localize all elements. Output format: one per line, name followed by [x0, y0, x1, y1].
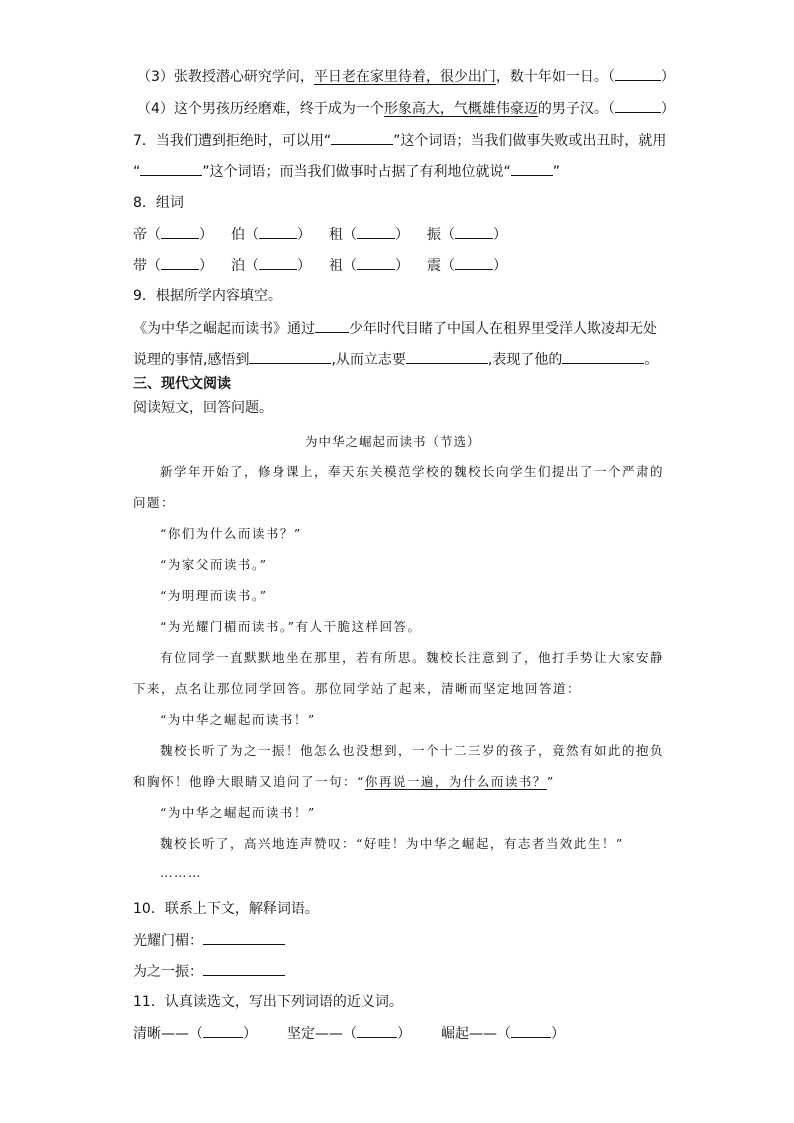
answer-blank[interactable] — [161, 255, 199, 270]
underlined-phrase: 平日老在家里待着，很少出门 — [313, 69, 496, 85]
open-paren: （ — [245, 258, 259, 274]
close-paren: ） — [297, 258, 311, 274]
passage-title: 为中华之崛起而读书（节选） — [305, 434, 481, 449]
character: 带 — [133, 258, 147, 274]
answer-blank[interactable] — [140, 161, 202, 176]
answer-blank[interactable] — [203, 1023, 243, 1038]
passage-paragraph-3-line-1: 魏校长听了为之一振！他怎么也没想到，一个十二三岁的孩子，竟然有如此的抱负 — [160, 743, 665, 758]
passage-paragraph-2-line-2: 下来，点名让那位同学回答。那位同学站了起来，清晰而坚定地回答道： — [133, 681, 582, 696]
passage-paragraph-3-line-2 — [133, 772, 555, 792]
answer-blank[interactable] — [615, 66, 661, 81]
character: 振 — [427, 227, 441, 243]
q11-heading: 11．认真读选文，写出下列词语的近义词。 — [133, 994, 403, 1010]
passage-text: 和胸怀！他睁大眼睛又追问了一句：“ — [133, 774, 365, 789]
answer-blank[interactable] — [203, 930, 285, 945]
q9-heading: 9．根据所学内容填空。 — [133, 288, 282, 304]
q9-text: 《为中华之崛起而读书》通过 — [133, 321, 315, 337]
answer-blank[interactable] — [357, 255, 395, 270]
open-paren: （ — [245, 227, 259, 243]
q9-text: 说理的事情,感悟到 — [133, 352, 250, 368]
q6-item-3 — [137, 66, 675, 87]
q7-text: 7．当我们遭到拒绝时，可以用“ — [133, 133, 332, 149]
close-paren: ） — [199, 258, 213, 274]
character: 祖 — [329, 258, 343, 274]
q9-line-2 — [133, 349, 658, 370]
q7-line-1 — [133, 130, 666, 151]
q7-text: ” — [552, 164, 561, 180]
answer-blank[interactable] — [511, 161, 553, 176]
term-label: 为之一振： — [133, 964, 203, 980]
synonym-word: 坚定——（ — [287, 1026, 357, 1042]
close-paren: ） — [397, 1026, 411, 1042]
answer-blank[interactable] — [455, 224, 493, 239]
synonym-word: 崛起——（ — [441, 1026, 511, 1042]
section-instruction: 阅读短文，回答问题。 — [133, 400, 273, 416]
passage-paragraph-1-line-1: 新学年开始了，修身课上，奉天东关模范学校的魏校长向学生们提出了一个严肃的 — [160, 464, 665, 479]
passage-quote: “为光耀门楣而读书。”有人干脆这样回答。 — [160, 619, 422, 634]
passage-paragraph-1-line-2: 问题： — [133, 495, 176, 510]
passage-quote: “为家父而读书。” — [160, 557, 268, 572]
answer-blank[interactable] — [161, 224, 199, 239]
underlined-phrase: 形象高大，气概雄伟豪迈 — [383, 101, 538, 117]
item-number: （3） — [137, 69, 174, 85]
close-paren: ） — [493, 227, 507, 243]
q10-term-2 — [133, 961, 285, 982]
passage-quote: “为中华之崛起而读书！” — [160, 712, 316, 727]
open-paren: （ — [441, 258, 455, 274]
passage-quote: “为明理而读书。” — [160, 588, 268, 603]
sentence-pre: 张教授潜心研究学问， — [173, 69, 314, 85]
passage-text: ” — [546, 774, 555, 789]
character: 泊 — [231, 258, 245, 274]
q9-line-1 — [133, 318, 657, 339]
q10-term-1 — [133, 930, 285, 951]
q8-heading: 8．组词 — [133, 195, 184, 211]
passage-quote: “你们为什么而读书？” — [160, 526, 302, 541]
close-paren: ） — [395, 227, 409, 243]
answer-blank[interactable] — [259, 255, 297, 270]
open-paren: （ — [441, 227, 455, 243]
answer-blank[interactable] — [331, 130, 393, 145]
close-paren: ） — [243, 1026, 257, 1042]
q7-text: ”这个词语；当我们做事失败或出丑时，就用 — [393, 133, 667, 149]
answer-blank[interactable] — [357, 1023, 397, 1038]
answer-blank[interactable] — [357, 224, 395, 239]
answer-blank[interactable] — [511, 1023, 551, 1038]
open-paren: （ — [343, 227, 357, 243]
sentence-post: 的男子汉。（ — [537, 101, 615, 117]
q10-heading: 10．联系上下文，解释词语。 — [133, 901, 319, 917]
q7-text: “ — [133, 164, 141, 180]
character: 帝 — [133, 227, 147, 243]
answer-blank[interactable] — [615, 98, 661, 113]
character: 伯 — [231, 227, 245, 243]
item-number: （4） — [137, 101, 174, 117]
section-heading: 三、现代文阅读 — [133, 376, 231, 392]
passage-quote: “为中华之崛起而读书！” — [160, 805, 316, 820]
q9-text: 少年时代目睹了中国人在租界里受洋人欺凌却无处 — [349, 321, 657, 337]
open-paren: （ — [343, 258, 357, 274]
close-paren: ） — [660, 69, 675, 85]
close-paren: ） — [199, 227, 213, 243]
character: 震 — [427, 258, 441, 274]
q7-text: ”这个词语；而当我们做事时占据了有利地位就说“ — [202, 164, 511, 180]
answer-blank[interactable] — [455, 255, 493, 270]
answer-blank[interactable] — [406, 349, 488, 364]
close-paren: ） — [493, 258, 507, 274]
close-paren: ） — [297, 227, 311, 243]
open-paren: （ — [147, 227, 161, 243]
passage-paragraph-4: 魏校长听了，高兴地连声赞叹：“好哇！为中华之崛起，有志者当效此生！” — [160, 836, 624, 851]
q9-text: ,表现了他的 — [487, 352, 563, 368]
underlined-sentence: 你再说一遍，为什么而读书？ — [364, 774, 547, 789]
q8-row-2 — [133, 255, 507, 276]
q8-row-1 — [133, 224, 507, 245]
passage-ellipsis: ……… — [160, 865, 202, 880]
close-paren: ） — [395, 258, 409, 274]
answer-blank[interactable] — [259, 224, 297, 239]
q9-text: 。 — [644, 352, 659, 368]
character: 租 — [329, 227, 343, 243]
sentence-pre: 这个男孩历经磨难，终于成为一个 — [173, 101, 384, 117]
q9-text: ,从而立志要 — [331, 352, 406, 368]
answer-blank[interactable] — [315, 318, 349, 333]
synonym-word: 清晰——（ — [133, 1026, 203, 1042]
answer-blank[interactable] — [562, 349, 644, 364]
answer-blank[interactable] — [249, 349, 331, 364]
q6-item-4 — [137, 98, 675, 119]
term-label: 光耀门楣： — [133, 933, 203, 949]
q7-line-2 — [133, 161, 560, 182]
open-paren: （ — [147, 258, 161, 274]
sentence-post: ，数十年如一日。（ — [495, 69, 615, 85]
close-paren: ） — [660, 101, 675, 117]
answer-blank[interactable] — [203, 961, 285, 976]
passage-paragraph-2-line-1: 有位同学一直默默地坐在那里，若有所思。魏校长注意到了，他打手势让大家安静 — [160, 650, 665, 665]
q11-items — [133, 1023, 565, 1044]
close-paren: ） — [551, 1026, 565, 1042]
